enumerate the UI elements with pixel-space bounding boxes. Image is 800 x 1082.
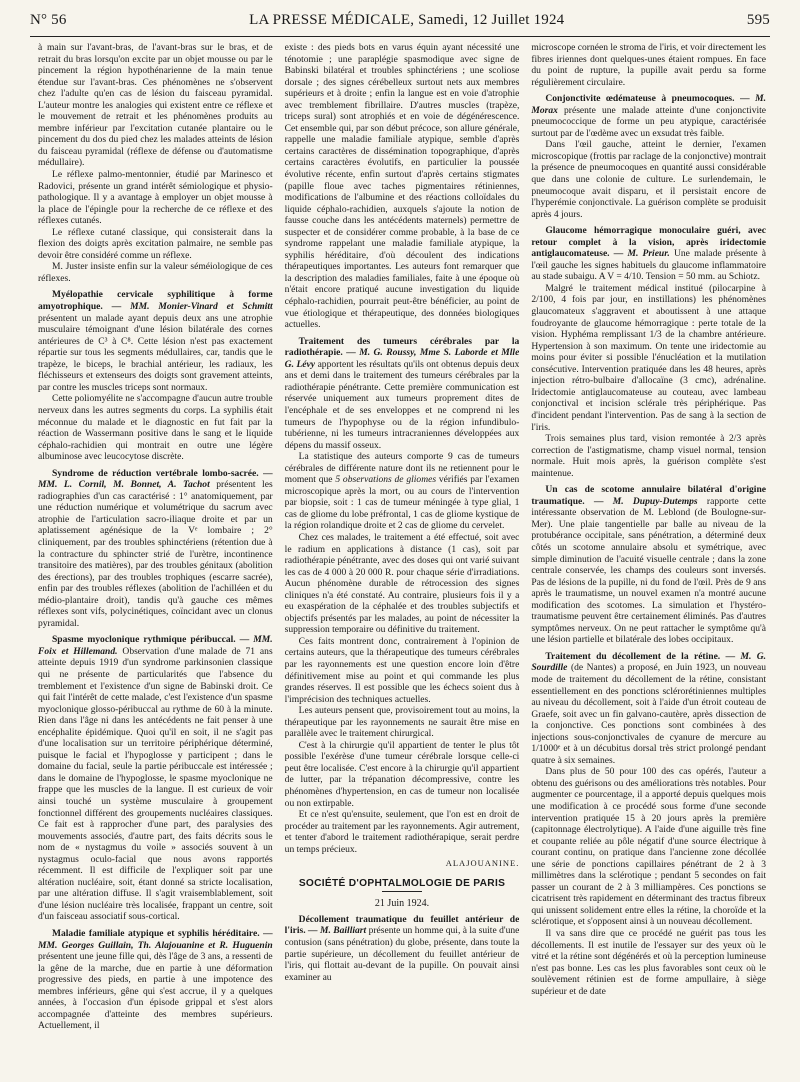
paragraph: Ces faits montrent donc, contrairement à l'opinion de certains auteurs, que la thérapeutique des tumeurs cérébrales par les rayonnements est une question encore loin d'être définitivement mise au point et qui commande les plus grandes réserves. Il est possible que les échecs soient dus à l'imprécision des techniques actuelles. xyxy=(284,635,520,705)
article-maladie-familiale xyxy=(38,928,273,1032)
article-title: Traitement du décollement de la rétine. xyxy=(545,650,721,662)
article-glaucome xyxy=(531,225,766,283)
article-title: Syndrome de réduction vertébrale lombo-sacrée. xyxy=(52,467,259,479)
article-body: apportent les résultats qu'ils ont obtenus depuis deux ans et demi dans le traitement des tumeurs cérébrales par la radiothérapie pénétrante. Cette première communication est réservée uniquement aux tumeurs proprement dites de l'encéphale et de ses enveloppes et ne comprend ni les tumeurs de l'hypophyse ou de la région infundibulo-tubérienne, ni les tumeurs intracraniennes développées aux dépens du massif osseux. xyxy=(284,358,520,451)
paragraph: à main sur l'avant-bras, de l'avant-bras sur le bras, et de retrait du bras lorsqu'on excite par un objet mousse ou par le pincement la région hypothénarienne de la main tenue étendue sur l'avant-bras. Ces phénomènes ne s'observent chez l'adulte qu'en cas de lésion du faisceau pyramidal. L'auteur montre les analogies qui existent entre ce réflexe et le mouvement de retrait et les phénomènes produits au membre inférieur par l'excitation cutanée plantaire ou le pincement du dos du pied chez les malades atteints de lésion du faisceau pyramidal (réflexe de défense ou d'automatisme médullaire). xyxy=(38,42,273,169)
paragraph: Dans plus de 50 pour 100 des cas opérés, l'auteur a obtenu des guérisons ou des améliorations très notables. Pour augmenter ce pourcentage, il a apporté depuis quelques mois une modification à ce procédé sous forme d'une seconde intervention pratiquée 15 à 20 jours après la première (capitonnage électrolytique). A l'aide d'une aiguille très fine et coupante reliée au pôle négatif d'une source électrique à courant continu, on pratique dans l'ancienne zone décollée une série de ponctions capillaires pénétrant de 2 à 3 millimètres dans la sclérotique ; pendant 5 secondes on fait passer un courant de 2 à 3 milliampères. Ces ponctions se cicatrisent très rapidement en déterminant des tractus fibreux qui unissent solidement entre elles la rétine, la choroïde et la sclérotique, et s'opposent ainsi à un nouveau décollement. xyxy=(531,766,767,928)
article-body: présentent une jeune fille qui, dès l'âge de 3 ans, a ressenti de la gêne de la marche, due en partie à une déformation progressive des pieds, en partie à une impotence des membres inférieurs, gêne qui s'est accrue, il y a quelques années, à l'occasion d'un épisode grippal et s'est alors accompagnée d'atteinte des membres supérieurs. Actuellement, il xyxy=(38,951,273,1032)
article-syndrome-reduction xyxy=(38,468,273,630)
page-number: 595 xyxy=(746,12,770,28)
article-title: Glaucome hémorragique monoculaire guéri, avec retour complet à la vision, après iridectomie antiglaucomateuse. xyxy=(531,225,767,260)
article-authors: — M. Bailliart xyxy=(308,925,367,937)
paragraph: Dans l'œil gauche, atteint le dernier, l'examen microscopique (frottis par raclage de la conjonctive) montrait la présence de pneumocoques en quantité aussi considérable que dans une colonie de culture. Le surlendemain, le pneumocoque avait disparu, et il persistait encore de l'hyperémie conjonctivale. La guérison complète se produisit après 4 jours. xyxy=(531,139,767,220)
heading-rule xyxy=(382,891,422,892)
column-2 xyxy=(285,42,520,1078)
paragraph: Le réflexe palmo-mentonnier, étudié par Marinesco et Radovici, présente un grand intérêt sémiologique et physio-pathologique. Il y a avantage à employer un objet mousse à la place de l'épingle pour la recherche de ce réflexe et des réflexes cutanés. xyxy=(38,169,273,227)
paragraph: Et ce n'est qu'ensuite, seulement, que l'on est en droit de procéder au traitement par les rayonnements. Agir autrement, et tenter d'abord le traitement radiothérapique, serait perdre un temps précieux. xyxy=(284,809,520,855)
article-title: Traitement des tumeurs cérébrales par la radiothérapie. xyxy=(284,335,520,359)
article-authors: — M. G. Sourdille xyxy=(531,650,767,674)
header-rule xyxy=(30,36,770,37)
article-authors: — MM. Georges Guillain, Th. Alajouanine et R. Huguenin xyxy=(38,928,273,951)
article-body: présente une malade atteinte d'une conjonctivite pneumococcique de forme un peu atypique, caractérisée surtout par de l'œdème avec un exsudat très faible. xyxy=(531,104,767,139)
paragraph: Il va sans dire que ce procédé ne guérit pas tous les décollements. Il est inutile de l'essayer sur des yeux où le vitré et la rétine sont dégénérés et où la perception lumineuse n'est pas bonne. Les cas les plus favorables sont ceux où le soulèvement rétinien est de forme ampullaire, à siège supérieur et de date xyxy=(531,928,767,997)
column-1 xyxy=(38,42,273,1078)
article-body: Une malade présente à l'œil gauche les signes habituels du glaucome inflammatoire au stade subaigu. A V = 4/10. Tension = 50 mm. au Schiotz. xyxy=(531,248,767,283)
page-header xyxy=(30,12,770,34)
article-scotome xyxy=(531,484,766,646)
article-spasme xyxy=(38,634,273,923)
article-title: Décollement traumatique du feuillet antérieur de l'iris. xyxy=(284,913,520,937)
article-authors: — MM. Monier-Vinard et Schmitt xyxy=(111,301,273,313)
paragraph: Malgré le traitement médical institué (pilocarpine à 2/100, 4 fois par jour, en instillations) les phénomènes glaucomateux s'aggravent et aboutissent à une attaque foudroyante de glaucome hémorragique : perte totale de la vision. Hyphéma remplissant 1/3 de la chambre antérieure. Hypertension à son maximum. On tente une iridectomie au moins pour éviter si possible l'énucléation et la mutilation consécutive. Intervention pratiquée dans les 48 heures, après injection rétro-bulbaire d'allocaïne (3 cmc), adrénaline. Iridectomie antiglaucomateuse au couteau, avec lambeau conjonctival et incision sclérale très périphérique. Pas d'incident pendant l'intervention. Pas de sang à la section de l'iris. xyxy=(531,282,767,433)
text-run: vérifiés par l'examen microscopique après la mort, ou au cours de l'intervention par biopsie, soit : 1 cas de tumeur méningée à type glial, 1 cas de gliome du lobe préfrontal, 1 cas de gliome kystique de la région rolandique droite et 2 cas de gliome du cervelet. xyxy=(284,474,520,532)
article-conjonctivite xyxy=(531,93,766,139)
paragraph: microscope cornéen le stroma de l'iris, et voir directement les fibres iriennes dont quelques-unes étaient rompues. En face du point de rupture, la pupille avait perdu sa forme régulièrement circulaire. xyxy=(531,42,767,88)
article-title: Maladie familiale atypique et syphilis héréditaire. xyxy=(52,928,260,940)
journal-title: LA PRESSE MÉDICALE, Samedi, 12 Juillet 1924 xyxy=(249,12,565,28)
text-columns xyxy=(38,42,766,1078)
paragraph: C'est à la chirurgie qu'il appartient de tenter le plus tôt possible l'exérèse d'une tumeur cérébrale lorsque celle-ci peut être localisée. C'est encore à la chirurgie qu'il appartient de lutter, par la trépanation décompressive, contre les phénomènes d'hypertension, en cas de tumeur non localisée ou non extirpable. xyxy=(284,739,520,809)
paragraph: Chez ces malades, le traitement a été effectué, soit avec le radium en applications à distance (1 cas), soit par radiothérapie pénétrante, avec des doses qui ont varié suivant les cas de 4 000 à 20 000 R. pour chaque série d'irradiations. Aucun phénomène durable de rétrocession des signes cliniques n'a été constaté. Au contraire, plusieurs fois il y a eu exaspération de la céphalée et des troubles subjectifs et objectifs présentés par les malades, au point de nécessiter la suppression temporaire ou définitive du traitement. xyxy=(284,531,520,636)
article-body: (de Nantes) a proposé, en Juin 1923, un nouveau mode de traitement du décollement de la rétine, consistant essentiellement en des ponctions sclérorétiniennes multiples au niveau du décollement, soit à l'aide d'un étroit couteau de Graefe, soit avec un fin galvano-cautère, après dissection de la conjonctive. Ces ponctions sont combinées à des injections sous-conjonctivales de cyanure de mercure au 1/1000ᵉ et à un décubitus dorsal très strict prolongé pendant quatre à six semaines. xyxy=(531,662,767,766)
article-body: rapporte cette intéressante observation de M. Leblond (de Boulogne-sur-Mer). Une plaie tangentielle par balle au niveau de la protubérance occipitale, sans pénétration, a déterminé deux côtés un scotome annulaire absolu et symétrique, avec simple diminution de l'acuité visuelle centrale ; dans la zone centrale conservée, les champs des couleurs sont inversés. Pas de lésions de la pupille, ni du fond de l'œil. Près de 9 ans après le traumatisme, un nouvel examen n'a montré aucune modification des scotomes. La simulation et l'hystéro-traumatisme peuvent être certainement éliminés. Pas d'autres symptômes nerveux. On ne peut rattacher le symptôme qu'à une lésion partielle et bilatérale des lobes occipitaux. xyxy=(531,495,767,646)
author-signature: ALAJOUANINE. xyxy=(445,858,520,869)
text-run: La statistique des auteurs comporte 9 cas de tumeurs cérébrales de différente nature dont ils ne retiennent pour le moment que xyxy=(284,451,520,486)
paragraph: Cette poliomyélite ne s'accompagne d'aucun autre trouble nerveux dans les autres segments du corps. La syphilis était méconnue du malade et le diagnostic en fut fait par la réaction de Wassermann positive dans le sang et le liquide céphalo-rachidien qui montrait en outre une légère albuminose avec leucocytose discrète. xyxy=(38,393,273,463)
article-title: Myélopathie cervicale syphilitique à forme amyotrophique. xyxy=(38,289,273,313)
issue-number: N° 56 xyxy=(30,12,67,28)
emphasis: 5 observations de gliomes xyxy=(335,474,437,486)
article-title: Conjonctivite œdémateuse à pneumocoques. xyxy=(545,93,735,105)
paragraph: Le réflexe cutané classique, qui consisterait dans la flexion des doigts après excitation palmaire, ne semble pas devoir être considéré comme un réflexe. xyxy=(38,226,273,261)
article-body: présente un homme qui, à la suite d'une contusion (sans pénétration) du globe, présente, dans toute la partie supérieure, un décollement du feuillet antérieur de l'iris, qui flottait au-devant de la pupille. On pouvait ainsi examiner au xyxy=(284,925,520,983)
paragraph xyxy=(285,451,520,532)
article-decollement-retine xyxy=(531,651,766,766)
article-body: présentent les radiographies d'un cas caractérisé : 1° anatomiquement, par une réduction numérique et volumétrique du sacrum avec atrophie de l'articulation sacro-iliaque droite et par un aplatissement agénésique de la Vᵉ lombaire ; 2° cliniquement, par des troubles sphinctériens (rétention due à la contracture du sphincter strié de l'urètre, incontinence transitoire des matières), par des troubles génitaux (abolition des érections), par des troubles trophiques (escarre sacrée), enfin par des troubles réflexes (abolition de l'achilléen et du médio-plantaire droit), tandis qu'à gauche ces mêmes réflexes sont vifs, polycinétiques, coïncidant avec un clonus pyramidal. xyxy=(38,479,273,629)
paragraph: existe : des pieds bots en varus équin ayant nécessité une ténotomie ; une paraplégie spasmodique avec signe de Babinski bilatéral et troubles sphinctériens ; une scoliose dorsale ; des signes cérébelleux surtout nets aux membres supérieurs et à droite ; enfin la langue est en voie d'atrophie avec tremblement fibrillaire. D'autres muscles (trapèze, triceps sural) sont atrophiés et en voie de dégénérescence. Cet ensemble qui, par son début précoce, son allure générale, rappelle une maladie familiale atypique, semble d'après certains caractères de dissémination topographique, d'après certains caractères évolutifs, en particulier la poussée évolutive récente, enfin surtout d'après certains stigmates (papille floue avec taches pigmentaires rétiniennes, modifications de l'albumine et des réactions colloïdales du liquide céphalo-rachidien, auxquels s'ajoute la notion de fausse couche dans les antécédents maternels) permettre de suspecter et de considérer comme probable, à la base de ce syndrome rappelant une maladie familiale atypique, la syphilis héréditaire, d'où découlent des indications thérapeutiques importantes. Les auteurs font remarquer que la description des maladies familiales, faite à une époque où n'était encore pratiqué aucune investigation du liquide céphalo-rachidien, pourrait peut-être bénéficier, au point de vue étiologique et thérapeutique, des données biologiques actuelles. xyxy=(284,42,520,331)
article-myelopathie xyxy=(38,289,273,393)
article-authors: — MM. Foix et Hillemand. xyxy=(38,634,273,657)
article-body: Observation d'une malade de 71 ans atteinte depuis 1919 d'un syndrome parkinsonien classique qui ne présente de particularités que l'absence du tremblement et l'existence d'un signe de Babinski droit. Ce qui fait l'intérêt de cette malade, c'est l'existence d'un spasme myoclonique glosso-péribuccal au rythme de 60 à la minute. Rien dans l'âge ni dans les antécédents ne fait penser à une encéphalite épidémique. Quoi qu'il en soit, il ne s'agit pas d'une localisation sur un territoire périphérique déterminé, puisque le facial et l'hypoglosse y participent ; dans le domaine du facial, seule la partie péribuccale est intéressée ; dans le domaine de l'hypoglosse, le spasme myoclonique ne frappe que les muscles de la langue. Il est curieux de voir ainsi touché un système musculaire à groupement fonctionnel différent des groupements nucléaires classiques. Ce fait est à rapprocher d'une part, des paralysies des mouvements associés, d'autre part, des faits décrits sous le nom de « nystagmus du voile » associés souvent à un nystagmus oculo-facial que nous avons rapportés récemment. Il est difficile de l'expliquer soit par une altération nucléaire, soit, étant donné sa stricte localisation, par une altération diffuse. Il s'agit vraisemblablement, soit d'une lésion nucléaire très localisée, frappant un centre, soit d'un faisceau associatif sous-cortical. xyxy=(38,645,273,923)
article-authors: — M. Prieur. xyxy=(613,248,670,260)
article-title: Spasme myoclonique rythmique péribuccal. xyxy=(52,634,236,646)
paragraph: Trois semaines plus tard, vision remontée à 2/3 après correction de l'astigmatisme, champ visuel normal, tension normale. Huit mois après, la guérison complète s'est maintenue. xyxy=(531,433,767,479)
article-body: présentent un malade ayant depuis deux ans une atrophie musculaire témoignant d'une lésion bilatérale des cornes antérieures de C³ à C⁸. Cette lésion n'est pas exactement répartie sur tous les segments médullaires, car, tandis que le trapèze, le biceps, le brachial antérieur, les radiaux, les fléchisseurs et extenseurs des doigts sont gravement atteints, par contre les muscles triceps sont normaux. xyxy=(38,312,273,393)
article-decollement-iris xyxy=(285,914,520,983)
article-authors: — M. Dupuy-Dutemps xyxy=(593,495,698,507)
article-authors: — M. G. Roussy, Mme S. Laborde et Mlle G. Lévy xyxy=(284,347,520,370)
article-tumeurs-cerebrales xyxy=(285,336,520,451)
article-authors: — MM. L. Cornil, M. Bonnet, A. Tachot xyxy=(38,467,273,491)
article-title: Un cas de scotome annulaire bilatéral d'origine traumatique. xyxy=(531,484,767,507)
column-3 xyxy=(531,42,766,1078)
paragraph: Les auteurs pensent que, provisoirement tout au moins, la thérapeutique par les rayonnements ne saurait être mise en parallèle avec le traitement chirurgical. xyxy=(284,705,520,740)
session-date: 21 Juin 1924. xyxy=(374,898,430,910)
article-authors: — M. Morax xyxy=(531,93,767,116)
paragraph: M. Juster insiste enfin sur la valeur séméiologique de ces réflexes. xyxy=(38,261,273,284)
society-heading: SOCIÉTÉ D'OPHTALMOLOGIE DE PARIS xyxy=(298,877,506,889)
